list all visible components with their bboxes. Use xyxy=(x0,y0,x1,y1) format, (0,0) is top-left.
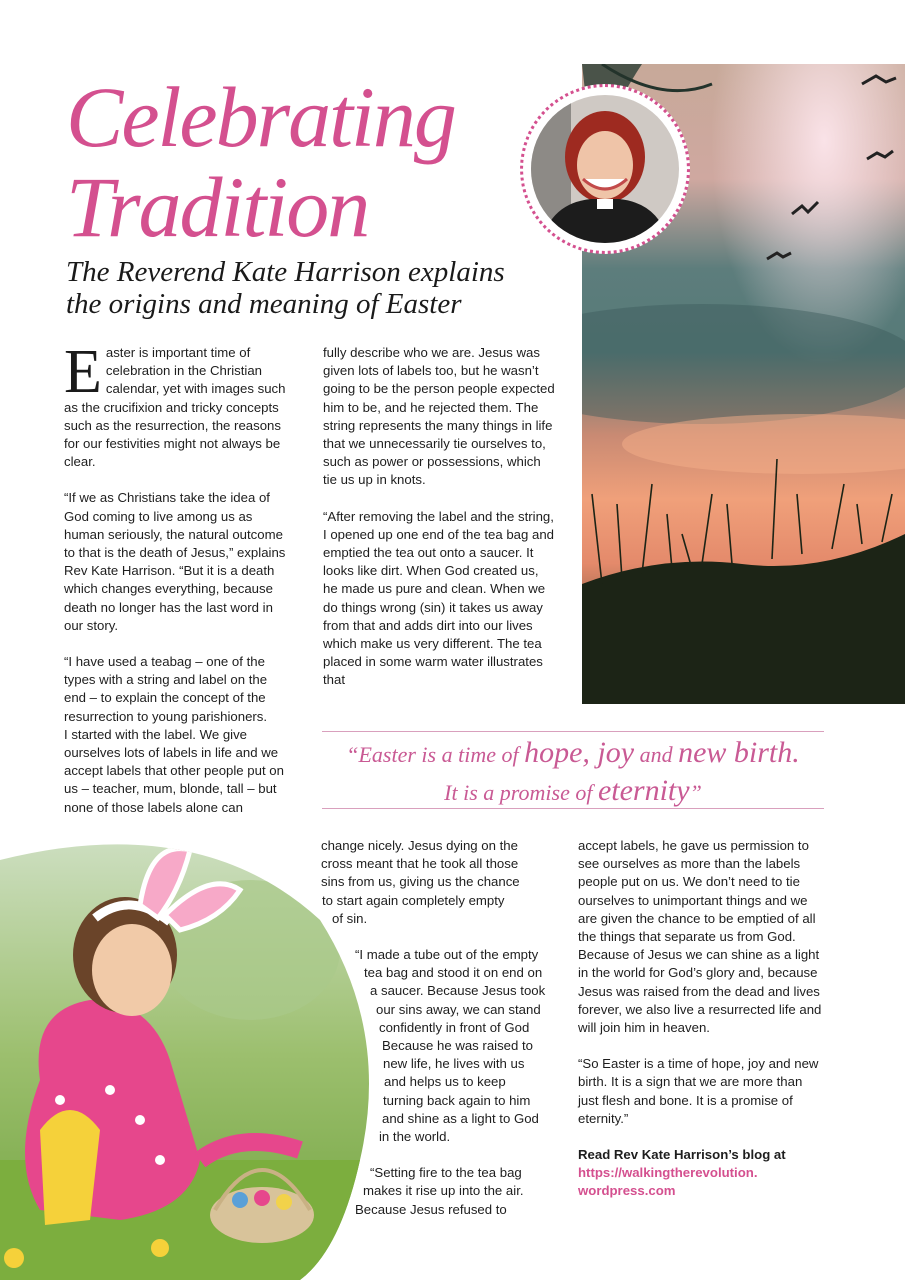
col2-paragraph-2: “After removing the label and the string, I opened up one end of the tea bag and emptied the tea out onto a saucer. It looks like dirt. When God created us, he made us pure and clean. When we do things wrong (sin) it takes us away from that and adds dirt into our lives which make us very different. The tea placed in some warm water illustrates that xyxy=(323,508,554,688)
text-line: Because Jesus refused to xyxy=(355,1201,507,1217)
text-line: “Setting fire to the tea bag xyxy=(370,1165,522,1181)
title-line-2: Tradition xyxy=(66,159,369,255)
text-line: makes it rise up into the air. xyxy=(363,1183,524,1199)
col3-paragraph-1 xyxy=(320,837,560,928)
text-line: new life, he lives with us xyxy=(383,1056,525,1072)
pull-quote xyxy=(322,735,824,811)
text-line: of sin. xyxy=(332,910,368,926)
author-portrait-illustration xyxy=(531,95,679,243)
text-line: in the world. xyxy=(379,1129,451,1145)
title-line-1: Celebrating xyxy=(66,69,455,165)
quote-rule-bottom xyxy=(322,808,824,809)
pull-quote-line-2 xyxy=(322,773,824,811)
column-2 xyxy=(323,344,555,690)
easter-girl-illustration xyxy=(0,830,372,1280)
blog-link-line-1[interactable]: https://walkingtherevolution. xyxy=(578,1165,758,1181)
text-line: change nicely. Jesus dying on the xyxy=(321,838,518,853)
article-title xyxy=(66,69,455,255)
text-line: Because he was raised to xyxy=(382,1038,534,1054)
text-line: our sins away, we can stand xyxy=(376,1001,541,1017)
col4-paragraph-2: “So Easter is a time of hope, joy and new birth. It is a sign that we are more than just flesh and bone. It is a promise of eternity.” xyxy=(578,1056,819,1126)
subtitle-line-1: The Reverend Kate Harrison explains xyxy=(66,256,505,288)
text-line: cross meant that he took all those xyxy=(321,856,519,872)
text-line: tea bag and stood it on end on xyxy=(364,965,543,981)
quote-text: “Easter is a time of xyxy=(346,742,525,767)
col3-paragraph-2 xyxy=(320,946,560,1146)
column-3 xyxy=(320,837,560,1219)
quote-text: It is a promise of xyxy=(444,780,598,805)
article-subtitle xyxy=(66,256,566,320)
column-1 xyxy=(64,338,290,817)
quote-emphasis: hope, joy xyxy=(524,736,635,769)
quote-text: and xyxy=(634,742,679,767)
text-line: confidently in front of God xyxy=(379,1019,530,1035)
text-line: sins from us, giving us the chance xyxy=(321,874,520,890)
text-line: “I made a tube out of the empty xyxy=(355,947,539,963)
col2-paragraph-1: fully describe who we are. Jesus was given lots of labels too, but he wasn’t going to be the person people expected him to be, and he rejected them. The string represents the many things in life that we unnecessarily tie ourselves to, such as power or possessions, which tie us up in knots. xyxy=(323,345,555,488)
text-line: a saucer. Because Jesus took xyxy=(370,983,546,999)
quote-emphasis: new birth. xyxy=(678,736,800,769)
quote-text: ” xyxy=(689,780,702,805)
col4-paragraph-1: accept labels, he gave us permission to see ourselves as more than the labels people put on us. We don’t need to tie ourselves to unimportant things and we are given the chance to be emptied of all the things that separate us from God. Because of Jesus we can shine as a light in the world for God’s glory and, because Jesus was raised from the dead and lives forever, we also live a resurrected life and will join him in heaven. xyxy=(578,838,822,1036)
text-line: and shine as a light to God xyxy=(382,1110,539,1126)
col3-paragraph-3 xyxy=(320,1164,560,1219)
column-4 xyxy=(578,837,826,1201)
col1-paragraph-4: I started with the label. We give ourselves lots of labels in life and we accept labels that other people put on us – teacher, mum, blonde, tall – but none of those labels alone can xyxy=(64,726,284,815)
text-line: and helps us to keep xyxy=(384,1074,506,1090)
drop-cap: E xyxy=(64,338,102,406)
text-line: turning back again to him xyxy=(383,1092,531,1108)
col1-paragraph-1: aster is important time of celebration in the Christian calendar, yet with images such as the crucifixion and tricky concepts such as the resurrection, the reasons for our festivities might not always be clear. xyxy=(64,345,286,470)
pull-quote-line-1 xyxy=(322,735,824,773)
easter-girl-photo xyxy=(0,830,372,1280)
col1-paragraph-3: “I have used a teabag – one of the types with a string and label on the end – to explain the concept of the resurrection to young parishioners. xyxy=(64,654,268,724)
quote-rule-top xyxy=(322,731,824,732)
subtitle-line-2: the origins and meaning of Easter xyxy=(66,288,462,320)
quote-emphasis: eternity xyxy=(597,774,690,807)
col1-paragraph-2: “If we as Christians take the idea of God coming to live among us as human seriously, the natural outcome to that is the death of Jesus,” explains Rev Kate Harrison. “But it is a death which changes everything, because death no longer has the last word in our story. xyxy=(64,490,286,633)
text-line: to start again completely empty xyxy=(322,892,505,908)
blog-label: Read Rev Kate Harrison’s blog at xyxy=(578,1147,786,1163)
blog-link-line-2[interactable]: wordpress.com xyxy=(578,1183,676,1199)
blog-credit xyxy=(578,1146,826,1201)
author-portrait xyxy=(531,95,679,243)
